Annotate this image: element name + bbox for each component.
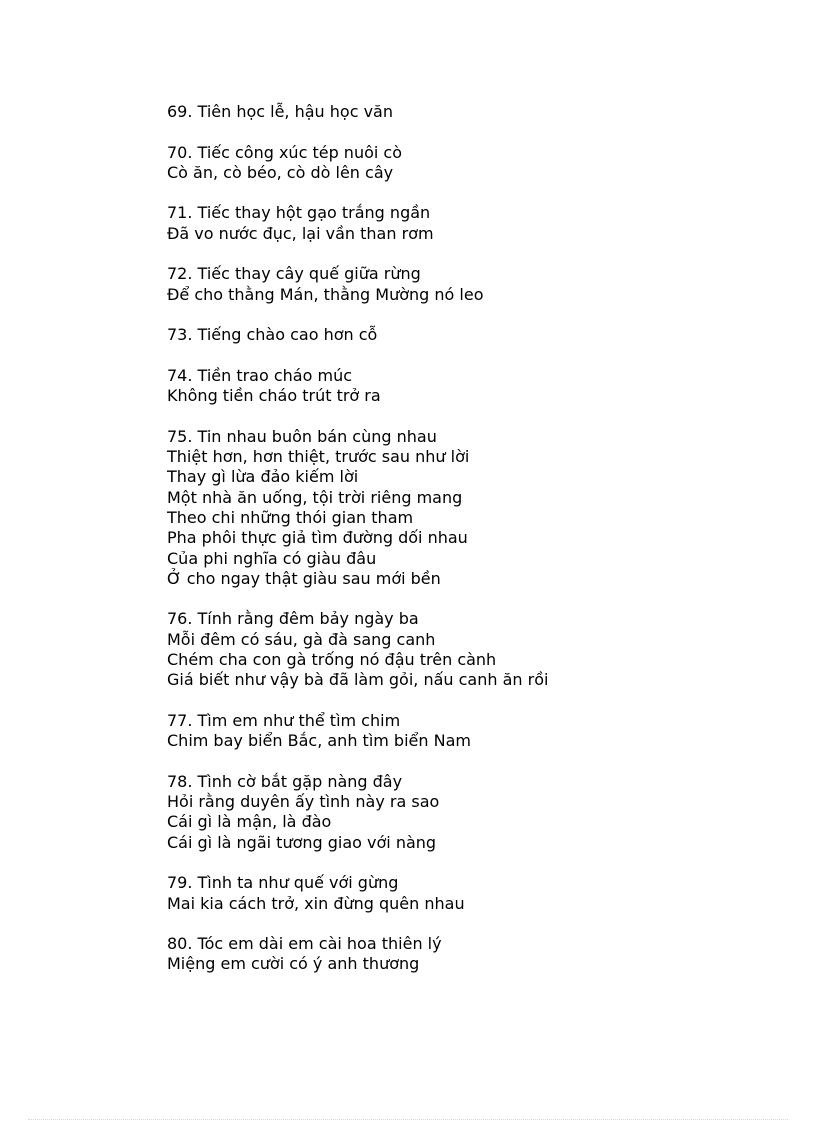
verse-line: Một nhà ăn uống, tội trời riêng mang — [167, 487, 463, 507]
stanza-74 — [167, 366, 767, 407]
verse-line: 80. Tóc em dài em cài hoa thiên lý — [167, 934, 442, 954]
verse-line: Cò ăn, cò béo, cò dò lên cây — [167, 162, 394, 182]
stanza-73 — [167, 325, 767, 345]
verse-line: Cái gì là mận, là đào — [167, 812, 332, 832]
verse-line: Đã vo nước đục, lại vần than rơm — [167, 223, 434, 243]
verse-line: Của phi nghĩa có giàu đâu — [167, 548, 377, 568]
verse-line: Ở cho ngay thật giàu sau mới bền — [167, 568, 441, 588]
verse-line: Mỗi đêm có sáu, gà đà sang canh — [167, 629, 436, 649]
verse-line: 78. Tình cờ bắt gặp nàng đây — [167, 771, 403, 791]
verse-line: 71. Tiếc thay hột gạo trắng ngần — [167, 203, 431, 223]
verse-line: Thiệt hơn, hơn thiệt, trước sau như lời — [167, 447, 470, 467]
verse-line: Miệng em cười có ý anh thương — [167, 954, 420, 974]
verse-line: Hỏi rằng duyên ấy tình này ra sao — [167, 792, 440, 812]
stanza-70 — [167, 143, 767, 184]
stanza-76 — [167, 609, 767, 690]
verse-line: Theo chi những thói gian tham — [167, 507, 414, 527]
verse-line: Chém cha con gà trống nó đậu trên cành — [167, 650, 497, 670]
verse-line: 74. Tiền trao cháo múc — [167, 365, 352, 385]
stanza-71 — [167, 203, 767, 244]
stanza-72 — [167, 264, 767, 305]
verse-line: Không tiền cháo trút trở ra — [167, 386, 381, 406]
stanza-78 — [167, 772, 767, 853]
stanza-79 — [167, 873, 767, 914]
verse-line: 76. Tính rằng đêm bảy ngày ba — [167, 609, 419, 629]
page-bottom-divider — [28, 1119, 788, 1120]
verse-line: 73. Tiếng chào cao hơn cỗ — [167, 325, 378, 345]
stanza-75 — [167, 427, 767, 589]
verse-line: 72. Tiếc thay cây quế giữa rừng — [167, 264, 421, 284]
document-body — [167, 102, 767, 995]
verse-line: 79. Tình ta như quế với gừng — [167, 873, 399, 893]
verse-line: Chim bay biển Bắc, anh tìm biển Nam — [167, 731, 471, 751]
verse-line: Thay gì lừa đảo kiếm lời — [167, 467, 359, 487]
verse-line: Để cho thằng Mán, thằng Mường nó leo — [167, 284, 484, 304]
verse-line: 70. Tiếc công xúc tép nuôi cò — [167, 142, 402, 162]
verse-line: 77. Tìm em như thể tìm chim — [167, 710, 401, 730]
stanza-69 — [167, 102, 767, 122]
verse-line: Mai kia cách trở, xin đừng quên nhau — [167, 893, 465, 913]
stanza-80 — [167, 934, 767, 975]
verse-line: Cái gì là ngãi tương giao với nàng — [167, 832, 437, 852]
verse-line: Giá biết như vậy bà đã làm gỏi, nấu canh ăn rồi — [167, 670, 549, 690]
verse-line: Pha phôi thực giả tìm đường dối nhau — [167, 528, 468, 548]
verse-line: 75. Tin nhau buôn bán cùng nhau — [167, 426, 437, 446]
verse-line: 69. Tiên học lễ, hậu học văn — [167, 102, 393, 121]
stanza-77 — [167, 711, 767, 752]
